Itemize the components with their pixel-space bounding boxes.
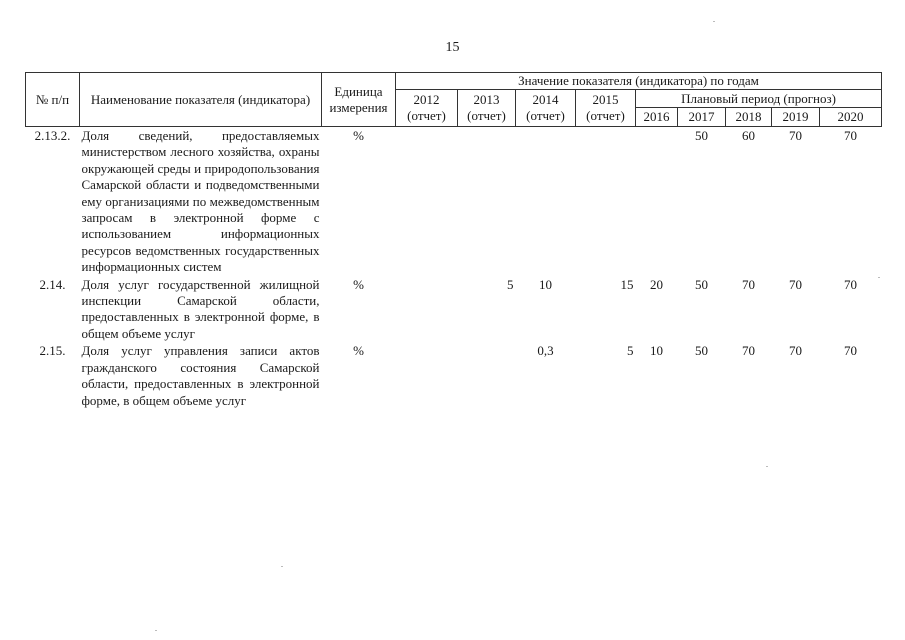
table-row [26,127,882,276]
cell-2013 [458,127,516,276]
cell-2014 [516,127,576,276]
row-num: 2.15. [39,343,66,359]
row-unit: % [353,276,364,292]
cell-2013 [458,342,516,409]
row-unit: % [353,343,364,359]
page-number: 15 [445,40,460,55]
cell-2012 [396,127,458,276]
cell-2018: 70 [742,343,755,359]
table-body [26,127,882,409]
scan-speck [281,566,283,567]
scan-speck [878,277,880,278]
header-year-2015: 2015 (отчет) [576,90,636,127]
cell-2017: 50 [695,343,708,359]
scan-speck [155,630,157,631]
cell-2014: 0,3 [537,343,554,359]
table-row [26,342,882,409]
cell-2016: 10 [650,343,663,359]
cell-2012 [396,276,458,343]
header-plan-2017: 2017 [678,108,726,127]
header-unit: Единица измерения [322,73,396,127]
cell-2016: 20 [650,276,663,292]
row-num: 2.13.2. [34,128,71,143]
cell-2020: 70 [844,128,858,143]
cell-2020: 70 [844,343,858,359]
cell-2014: 10 [539,276,552,292]
cell-2019: 70 [789,343,802,359]
header-year-2014: 2014 (отчет) [516,90,576,127]
cell-2020: 70 [844,276,858,292]
header-name: Наименование показателя (индикатора) [80,73,322,127]
header-plan-2019: 2019 [772,108,820,127]
header-num: № п/п [26,73,80,127]
header-year-2012: 2012 (отчет) [396,90,458,127]
cell-2015: 5 [627,343,634,359]
cell-2017: 50 [695,276,708,292]
row-name: Доля услуг государственной жилищной инспекции Самарской области, предоставленных в электронной форме, в общем объеме услуг [81,276,320,341]
row-num: 2.14. [39,276,66,292]
table-header [26,73,882,127]
row-unit: % [353,128,364,143]
cell-2016 [636,127,678,276]
header-year-2013: 2013 (отчет) [458,90,516,127]
cell-2017: 50 [695,128,708,143]
header-plan-2018: 2018 [726,108,772,127]
header-plan-2016: 2016 [636,108,678,127]
header-values-group: Значение показателя (индикатора) по годам [396,73,882,90]
scan-speck [766,466,768,467]
row-name: Доля сведений, предоставляемых министерством лесного хозяйства, охраны окружающей среды и природопользования Самарской области и подведомственными ему организациями по межведомственным запросам в электронной форме с использованием информационных ресурсов ведомственных государственных информационных систем [81,128,320,275]
cell-2019: 70 [789,276,802,292]
cell-2019: 70 [789,128,802,143]
table-row [26,276,882,343]
cell-2012 [396,342,458,409]
scan-speck [713,21,715,22]
indicators-table [25,72,882,409]
cell-2013: 5 [507,276,514,292]
cell-2018: 70 [742,276,755,292]
cell-2018: 60 [742,128,755,143]
header-plan-2020: 2020 [820,108,882,127]
cell-2015: 15 [620,276,634,292]
row-name: Доля услуг управления записи актов гражданского состояния Самарской области, предоставленных в электронной форме, в общем объеме услуг [81,343,320,408]
cell-2015 [576,127,636,276]
header-plan-period: Плановый период (прогноз) [636,90,882,108]
